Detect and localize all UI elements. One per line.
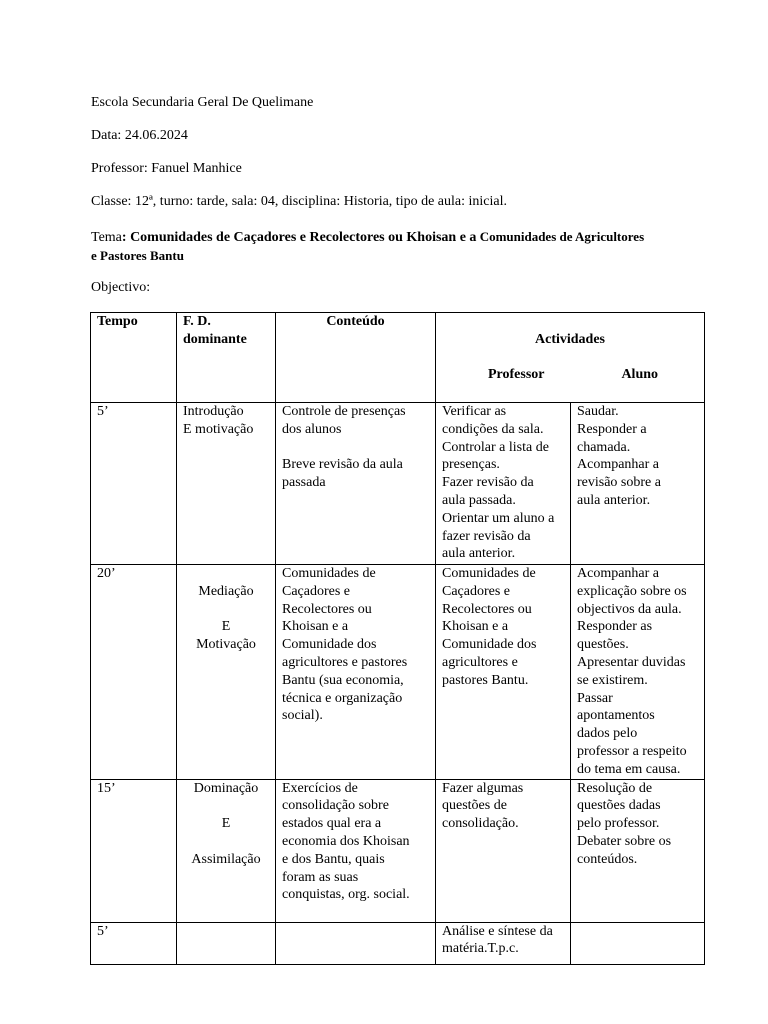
header-conteudo: Conteúdo (276, 313, 436, 403)
theme-label: Tema (91, 230, 122, 245)
table-row (91, 922, 705, 964)
row2-professor: Comunidades de Caçadores e Recolectores ou Khoisan e a Comunidade dos agricultores e pastores Bantu. (436, 564, 571, 779)
row2-fd (177, 564, 276, 779)
row1-professor: Verificar as condições da sala. Controlar a lista de presenças. Fazer revisão da aula passada. Orientar um aluno a fazer revisão da aula anterior. (436, 402, 571, 564)
row3-fd-c: Assimilação (191, 851, 261, 867)
row4-conteudo (276, 922, 436, 964)
row4-fd (177, 922, 276, 964)
row2-conteudo: Comunidades de Caçadores e Recolectores ou Khoisan e a Comunidade dos agricultores e pastores Bantu (sua economia, técnica e organização social). (276, 564, 436, 779)
header-aluno: Aluno (621, 367, 659, 383)
row3-fd-a: Dominação (193, 780, 259, 796)
row1-fd: Introdução E motivação (177, 402, 276, 564)
class-info: Classe: 12ª, turno: tarde, sala: 04, disciplina: Historia, tipo de aula: inicial. (91, 194, 507, 209)
row1-aluno: Saudar. Responder a chamada. Acompanhar a revisão sobre a aula anterior. (571, 402, 705, 564)
row3-fd (177, 779, 276, 922)
row3-tempo: 15’ (91, 779, 177, 922)
professor-name: Professor: Fanuel Manhice (91, 161, 242, 176)
lesson-date: Data: 24.06.2024 (91, 128, 188, 143)
row2-tempo: 20’ (91, 564, 177, 779)
row1-conteudo-b: Breve revisão da aula passada (282, 457, 403, 491)
row4-tempo: 5’ (91, 922, 177, 964)
row3-fd-b: E (221, 816, 231, 832)
table-row (91, 402, 705, 564)
row4-aluno (571, 922, 705, 964)
row3-aluno: Resolução de questões dadas pelo professor. Debater sobre os conteúdos. (571, 779, 705, 922)
header-actividades-title: Actividades (535, 331, 605, 347)
objective-label: Objectivo: (91, 280, 151, 295)
table-header-row (91, 313, 705, 403)
header-tempo: Tempo (91, 313, 177, 403)
table-row (91, 779, 705, 922)
header-fd-dominante: F. D. dominante (177, 313, 276, 403)
row1-conteudo-a: Controle de presenças dos alunos (282, 403, 406, 437)
lesson-theme (91, 228, 651, 266)
header-professor: Professor (488, 367, 545, 383)
row3-conteudo: Exercícios de consolidação sobre estados qual era a economia dos Khoisan e dos Bantu, quais foram as suas conquistas, org. social. (276, 779, 436, 922)
lesson-plan-table (90, 312, 705, 965)
row2-aluno: Acompanhar a explicação sobre os objectivos da aula. Responder as questões. Apresentar duvidas se existirem. Passar apontamentos dados pelo professor a respeito do tema em causa. (571, 564, 705, 779)
table-row (91, 564, 705, 779)
theme-title-continuation: Comunidades de Agricultores e Pastores Bantu (91, 229, 645, 263)
school-name: Escola Secundaria Geral De Quelimane (91, 95, 314, 110)
row2-fd-a: Mediação (198, 583, 254, 599)
row1-conteudo (276, 402, 436, 564)
theme-title: : Comunidades de Caçadores e Recolectores ou Khoisan e a (121, 230, 477, 245)
row2-fd-b: E Motivação (196, 619, 256, 653)
row3-professor: Fazer algumas questões de consolidação. (436, 779, 571, 922)
row4-professor: Análise e síntese da matéria.T.p.c. (436, 922, 571, 964)
row1-tempo: 5’ (91, 402, 177, 564)
header-actividades (436, 313, 705, 403)
header-actividades-sub (442, 366, 698, 384)
